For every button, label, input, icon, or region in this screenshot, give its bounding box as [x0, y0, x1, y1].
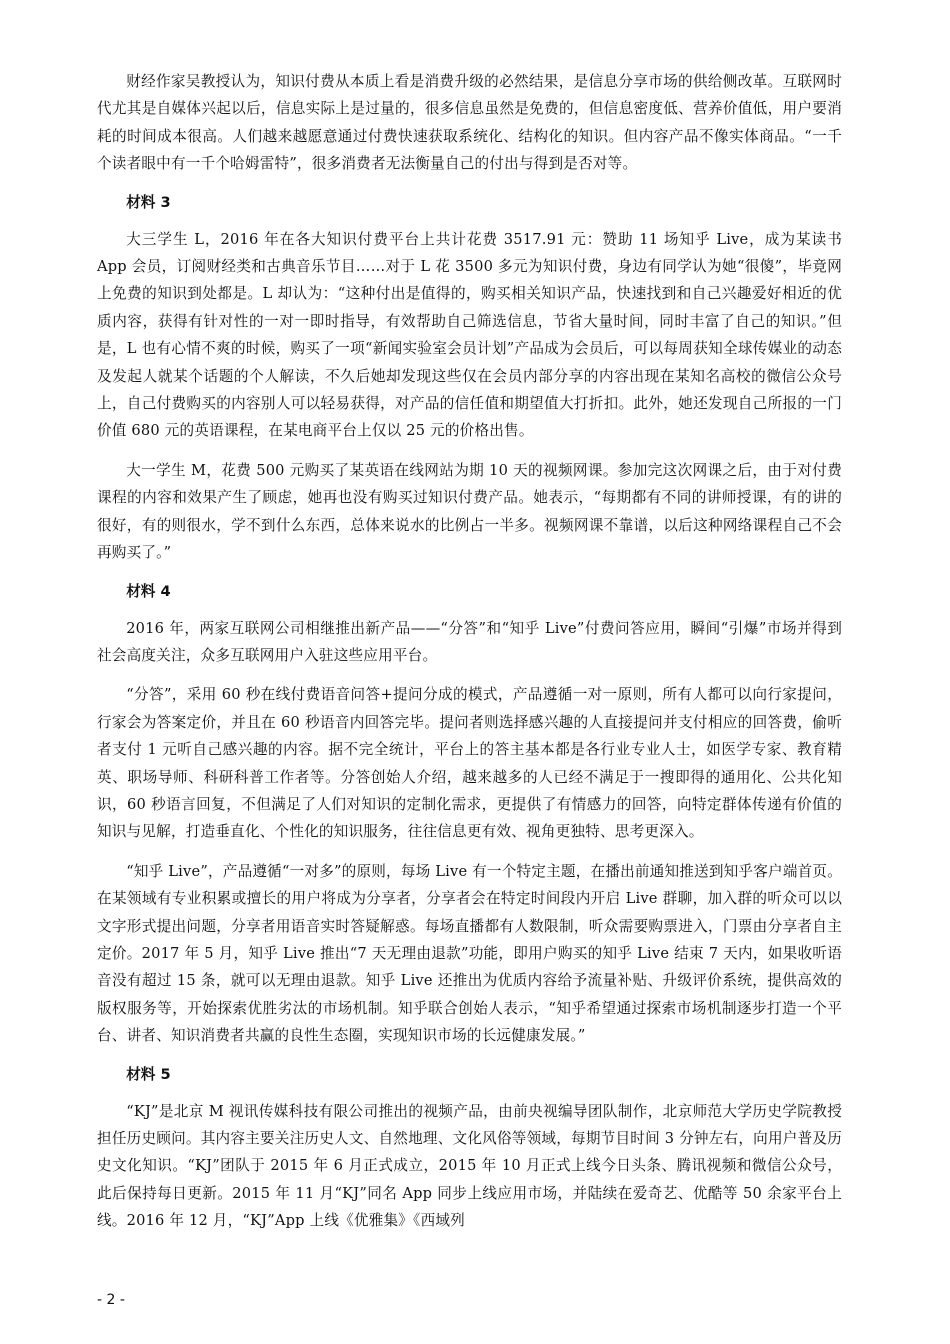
paragraph-student-m: 大一学生 M，花费 500 元购买了某英语在线网站为期 10 天的视频网课。参加完这次网课之后，由于对付费课程的内容和效果产生了顾虑，她再也没有购买过知识付费产品。她表示，“每期都有不同的讲师授课，有的讲的很好，有的则很水，学不到什么东西，总体来说水的比例占一半多。视频网课不靠谱，以后这种网络课程自己不会再购买了。” [97, 461, 842, 562]
paragraph-wu-professor: 财经作家吴教授认为，知识付费从本质上看是消费升级的必然结果，是信息分享市场的供给侧改革。互联网时代尤其是自媒体兴起以后，信息实际上是过量的，很多信息虽然是免费的，但信息密度低、营养价值低，用户要消耗的时间成本很高。人们越来越愿意通过付费快速获取系统化、结构化的知识。但内容产品不像实体商品。“一千个读者眼中有一千个哈姆雷特”，很多消费者无法衡量自己的付出与得到是否对等。 [97, 73, 842, 173]
paragraph-kj: “KJ”是北京 M 视讯传媒科技有限公司推出的视频产品，由前央视编导团队制作，北京师范大学历史学院教授担任历史顾问。其内容主要关注历史人文、自然地理、文化风俗等领域，每期节目时间 3 分钟左右，向用户普及历史文化知识。“KJ”团队于 2015 年 6 月正式成立，2015 年 10 月正式上线今日头条、腾讯视频和微信公众号，此后保持每日更新。2015 年 11 月“KJ”同名 App 同步上线应用市场，并陆续在爱奇艺、优酷等 50 余家平台上线。2016 年 12 月，“KJ”App 上线《优雅集》《西域列 [97, 1102, 842, 1230]
paragraph-fenda: “分答”，采用 60 秒在线付费语音问答+提问分成的模式，产品遵循一对一原则，所有人都可以向行家提问，行家会为答案定价，并且在 60 秒语音内回答完毕。提问者则选择感兴趣的人直接提问并支付相应的回答费，偷听者支付 1 元听自己感兴趣的内容。据不完全统计，平台上的答主基本都是各行业专业人士，如医学专家、教育精英、职场导师、科研科普工作者等。分答创始人介绍，越来越多的人已经不满足于一搜即得的通用化、公共化知识，60 秒语言回复，不但满足了人们对知识的定制化需求，更提供了有情感力的回答，向特定群体传递有价值的知识与见解，打造垂直化、个性化的知识服务，往往信息更有效、视角更独特、思考更深入。 [97, 686, 842, 841]
paragraph-2016-products: 2016 年，两家互联网公司相继推出新产品——“分答”和“知乎 Live”付费问答应用，瞬间“引爆”市场并得到社会高度关注，众多互联网用户入驻这些应用平台。 [97, 619, 842, 664]
paragraph-student-l: 大三学生 L，2016 年在各大知识付费平台上共计花费 3517.91 元：赞助 11 场知乎 Live，成为某读书 App 会员，订阅财经类和古典音乐节目……对于 L 花 3500 多元为知识付费，身边有同学认为她“很傻”，毕竟网上免费的知识到处都是。L 却认为：“这种付出是值得的，购买相关知识产品，快速找到和自己兴趣爱好相近的优质内容，获得有针对性的一对一即时指导，有效帮助自己筛选信息，节省大量时间，同时丰富了自己的知识。”但是，L 也有心情不爽的时候，购买了一项“新闻实验室会员计划”产品成为会员后，可以每周获知全球传媒业的动态及发起人就某个话题的个人解读，不久后她却发现这些仅在会员内部分享的内容出现在某知名高校的微信公众号上，自己付费购买的内容别人可以轻易获得，对产品的信任值和期望值大打折扣。此外，她还发现自己所报的一门价值 680 元的英语课程，在某电商平台上仅以 25 元的价格出售。 [97, 230, 842, 440]
document-body [97, 68, 842, 1247]
section-heading-material-5: 材料 5 [126, 1065, 171, 1083]
page-number: - 2 - [97, 1292, 125, 1308]
paragraph-zhihu-live: “知乎 Live”，产品遵循“一对多”的原则，每场 Live 有一个特定主题，在播出前通知推送到知乎客户端首页。在某领域有专业积累或擅长的用户将成为分享者，分享者会在特定时间段内开启 Live 群聊，加入群的听众可以以文字形式提出问题，分享者用语音实时答疑解惑。每场直播都有人数限制，听众需要购票进入，门票由分享者自主定价。2017 年 5 月，知乎 Live 推出“7 天无理由退款”功能，即用户购买的知乎 Live 结束 7 天内，如果收听语音没有超过 15 条，就可以无理由退款。知乎 Live 还推出为优质内容给予流量补贴、升级评价系统，提供高效的版权服务等，开始探索优胜劣汰的市场机制。知乎联合创始人表示，“知乎希望通过探索市场机制逐步打造一个平台、讲者、知识消费者共赢的良性生态圈，实现知识市场的长远健康发展。” [97, 862, 842, 1045]
section-heading-material-3: 材料 3 [126, 193, 171, 211]
section-heading-material-4: 材料 4 [126, 582, 171, 600]
